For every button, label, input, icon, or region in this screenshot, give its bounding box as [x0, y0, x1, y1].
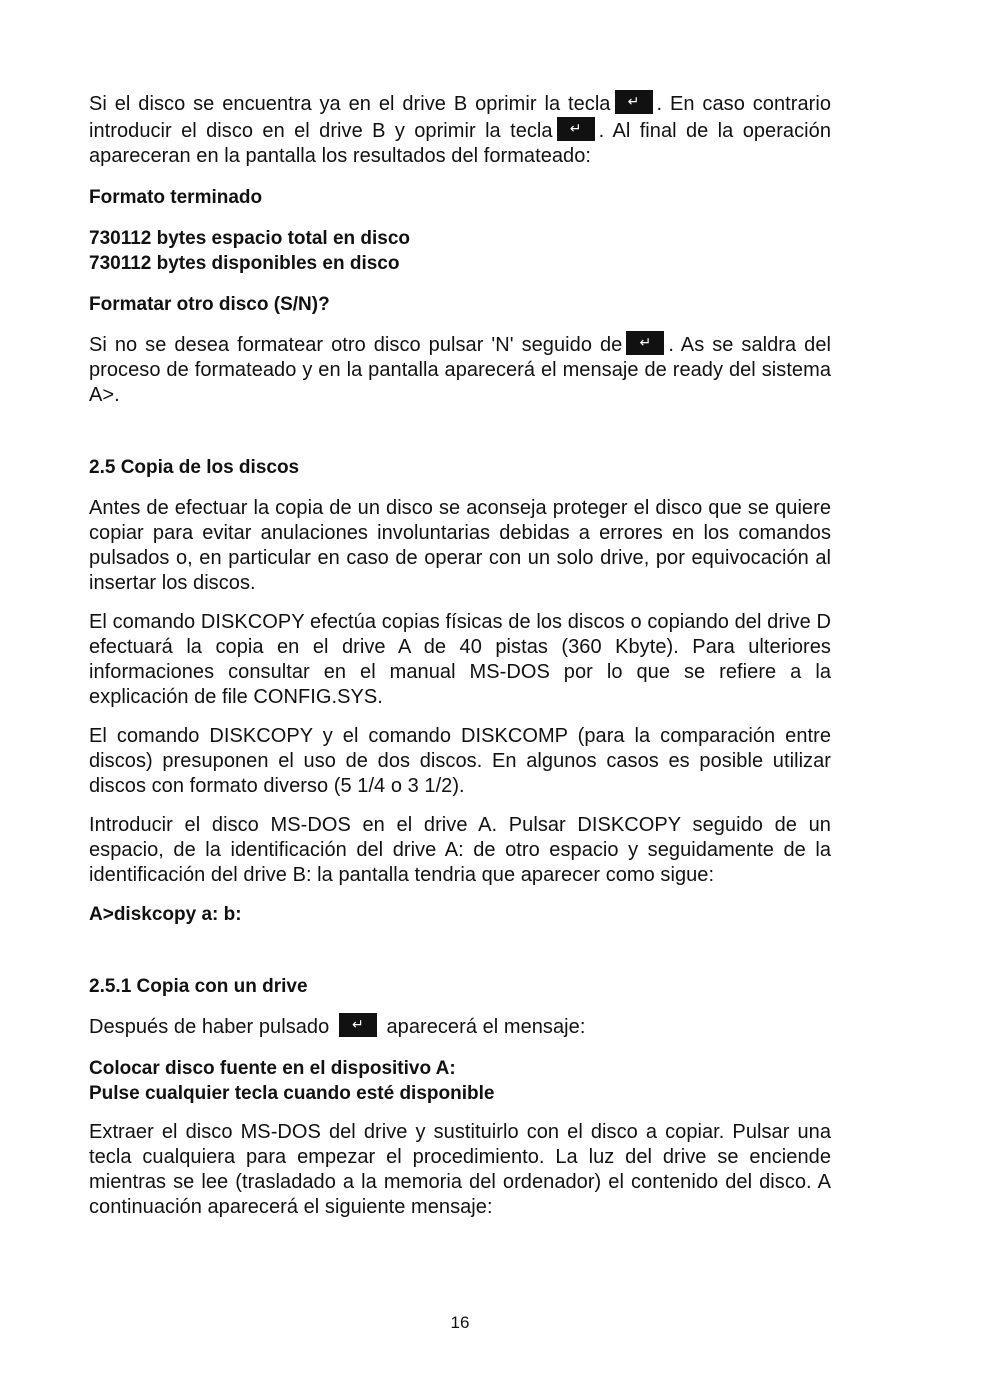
message-format-done: Formato terminado [89, 187, 263, 208]
text-segment: Después de haber pulsado [89, 1016, 330, 1038]
message-bytes-free: 730112 bytes disponibles en disco [89, 253, 400, 274]
enter-key-icon [615, 90, 653, 114]
text-segment: . Al final de la operación apareceran en la pantalla los resultados del formateado: [89, 120, 831, 167]
message-press-key: Pulse cualquier tecla cuando esté disponible [89, 1083, 495, 1104]
message-format-other: Formatar otro disco (S/N)? [89, 294, 330, 315]
message-bytes-total: 730112 bytes espacio total en disco [89, 228, 411, 249]
paragraph-diskcopy-usage: Introducir el disco MS-DOS en el drive A. Pulsar DISKCOPY seguido de un espacio, de la identificación del drive A: de otro espacio y seguidamente de la identificación del drive B: la pantalla tendria que aparecer como sigue: [89, 814, 831, 886]
paragraph-format-intro [89, 90, 831, 169]
text-segment: . As se saldra del proceso de formateado y en la pantalla aparecerá el mensaje de ready del sistema A>. [89, 334, 831, 406]
enter-key-icon [557, 117, 595, 141]
paragraph-diskcopy-description: El comando DISKCOPY efectúa copias físicas de los discos o copiando del drive D efectuará la copia en el drive A de 40 pistas (360 Kbyte). Para ulteriores informaciones consultar en el manual MS-DOS por lo que se refiere a la explicación de file CONFIG.SYS. [89, 611, 831, 708]
paragraph-diskcomp-description: El comando DISKCOPY y el comando DISKCOMP (para la comparación entre discos) presuponen el uso de dos discos. En algunos casos es posible utilizar discos con formato diverso (5 1/4 o 3 1/2). [89, 725, 831, 797]
paragraph-no-more-format [89, 331, 831, 408]
section-heading-2-5: 2.5 Copia de los discos [89, 457, 300, 478]
paragraph-after-enter [89, 1013, 831, 1040]
page-number: 16 [450, 1313, 470, 1332]
text-segment: Si el disco se encuentra ya en el drive B oprimir la tecla [89, 93, 611, 115]
message-insert-source: Colocar disco fuente en el dispositivo A: [89, 1058, 456, 1079]
text-segment: aparecerá el mensaje: [386, 1016, 586, 1038]
enter-key-icon [339, 1013, 377, 1037]
text-segment: Si no se desea formatear otro disco pulsar 'N' seguido de [89, 334, 623, 356]
enter-key-icon [626, 331, 664, 355]
page-content [89, 90, 831, 1220]
section-heading-2-5-1: 2.5.1 Copia con un drive [89, 976, 308, 997]
command-example: A>diskcopy a: b: [89, 904, 242, 925]
paragraph-copy-procedure: Extraer el disco MS-DOS del drive y sustituirlo con el disco a copiar. Pulsar una tecla cualquiera para empezar el procedimiento. La luz del drive se enciende mientras se lee (trasladado a la memoria del ordenador) el contenido del disco. A continuación aparecerá el siguiente mensaje: [89, 1121, 831, 1218]
paragraph-copy-advice: Antes de efectuar la copia de un disco se aconseja proteger el disco que se quiere copiar para evitar anulaciones involuntarias debidas a errores en los comandos pulsados o, en particular en caso de operar con un solo drive, por equivocación al insertar los discos. [89, 497, 831, 594]
text-segment: . En caso contrario introducir el disco en el drive B y oprimir la tecla [89, 93, 832, 142]
